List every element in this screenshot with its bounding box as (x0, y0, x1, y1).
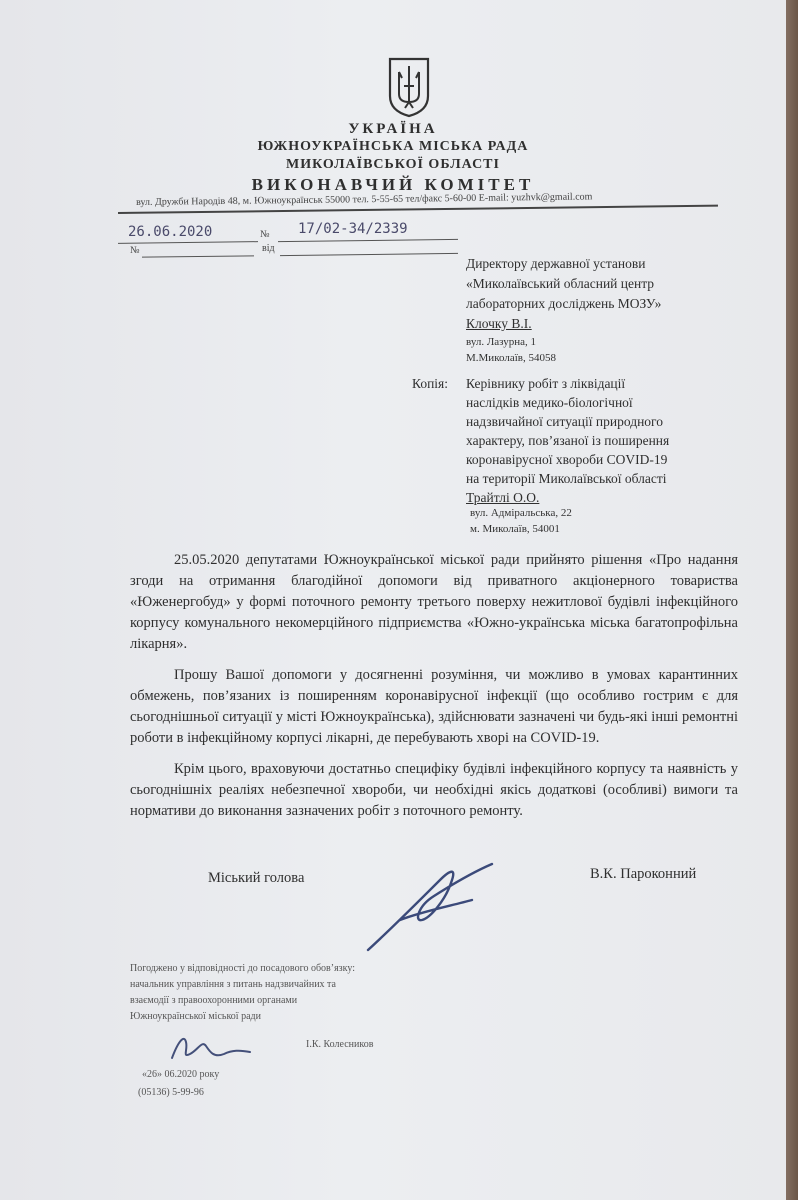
recipient-street: вул. Лазурна, 1 (466, 336, 537, 348)
header-region: МИКОЛАЇВСЬКОЇ ОБЛАСТІ (286, 157, 500, 172)
body-paragraph-2: Прошу Вашої допомоги у досягненні розуміння, чи можливо в умовах карантинних обмежень, пов’язаних із поширенням коронавірусної інфекції (що особливо гострим є для сьогоднішньої ситуації у місті Южноукраїнська), здійснювати зазначені чи будь-які інші ремонтні роботи в інфекційному корпусі лікарні, де перебувають хворі на COVID-19. (130, 667, 738, 746)
copy-line1: Керівнику робіт з ліквідації (466, 376, 626, 391)
footer-date: «26» 06.2020 року (142, 1069, 220, 1080)
recipient-city: М.Миколаїв, 54058 (466, 352, 556, 364)
copy-line3: надзвичайної ситуації природного (466, 414, 663, 429)
recipient-line1: Директору державної установи (466, 256, 646, 271)
reg-date-line (118, 241, 258, 244)
recipient-line2: «Миколаївський обласний центр (466, 276, 655, 291)
signature-mark-icon (360, 860, 500, 955)
copy-line2: наслідків медико-біологічної (466, 395, 633, 410)
copy-line5: коронавірусної хвороби COVID-19 (466, 452, 668, 467)
header-contacts: вул. Дружби Народів 48, м. Южноукраїнськ 55000 тел. 5-55-65 тел/факс 5-60-00 E-mail: yuzhvk@gmail.com (136, 191, 593, 208)
footer-line2: начальник управління з питань надзвичайних та (130, 979, 336, 990)
copy-street: вул. Адміральська, 22 (470, 507, 572, 519)
reg-number-line (278, 239, 458, 242)
reg-date: 26.06.2020 (128, 224, 213, 240)
body-paragraph-3: Крім цього, враховуючи достатньо специфіку будівлі інфекційного корпусу та наявність у сьогоднішніх реаліях небезпечної хвороби, чи необхідні якісь додаткові (особливі) вимоги та нормативи до виконання зазначених робіт з поточного ремонту. (130, 761, 738, 819)
footer-approver: І.К. Колесников (306, 1039, 374, 1050)
footer-line4: Южноукраїнської міської ради (130, 1011, 261, 1022)
signature-name: В.К. Пароконний (590, 866, 697, 882)
header-country: УКРАЇНА (348, 121, 438, 137)
reg-no-label: № (130, 245, 140, 256)
signature-title: Міський голова (208, 870, 305, 886)
reg-no-line (142, 255, 254, 257)
reg-from-label: від (262, 243, 275, 254)
reg-number-prefix: № (260, 229, 270, 240)
copy-city: м. Миколаїв, 54001 (470, 523, 560, 535)
footer-line1: Погоджено у відповідності до посадового обов’язку: (130, 963, 355, 974)
coat-of-arms-icon (387, 56, 431, 118)
header-council: ЮЖНОУКРАЇНСЬКА МІСЬКА РАДА (257, 139, 529, 154)
letter-body (130, 550, 738, 832)
approver-signature-icon (168, 1028, 254, 1066)
footer-phone: (05136) 5-99-96 (138, 1087, 204, 1098)
reg-number: 17/02-34/2339 (298, 221, 408, 237)
body-paragraph-1: 25.05.2020 депутатами Южноукраїнської міської ради прийнято рішення «Про надання згоди на отримання благодійної допомоги від приватного акціонерного товариства «Юженергобуд» у формі поточного ремонту третього поверху нежитлової будівлі інфекційного корпусу комунального некомерційного підприємства «Южно-українська міська багатопрофільна лікарня». (130, 552, 738, 652)
copy-name: Трайтлі О.О. (466, 490, 540, 505)
copy-label: Копія: (412, 376, 449, 391)
copy-line4: характеру, пов’язаної із поширення (466, 433, 670, 448)
copy-line6: на території Миколаївської області (466, 471, 667, 486)
recipient-name: Клочку В.І. (466, 316, 532, 331)
footer-line3: взаємодії з правоохоронними органами (130, 995, 298, 1006)
reg-from-line (280, 253, 458, 256)
recipient-line3: лабораторних досліджень МОЗУ» (466, 296, 662, 311)
header-committee: ВИКОНАВЧИЙ КОМІТЕТ (251, 175, 535, 194)
